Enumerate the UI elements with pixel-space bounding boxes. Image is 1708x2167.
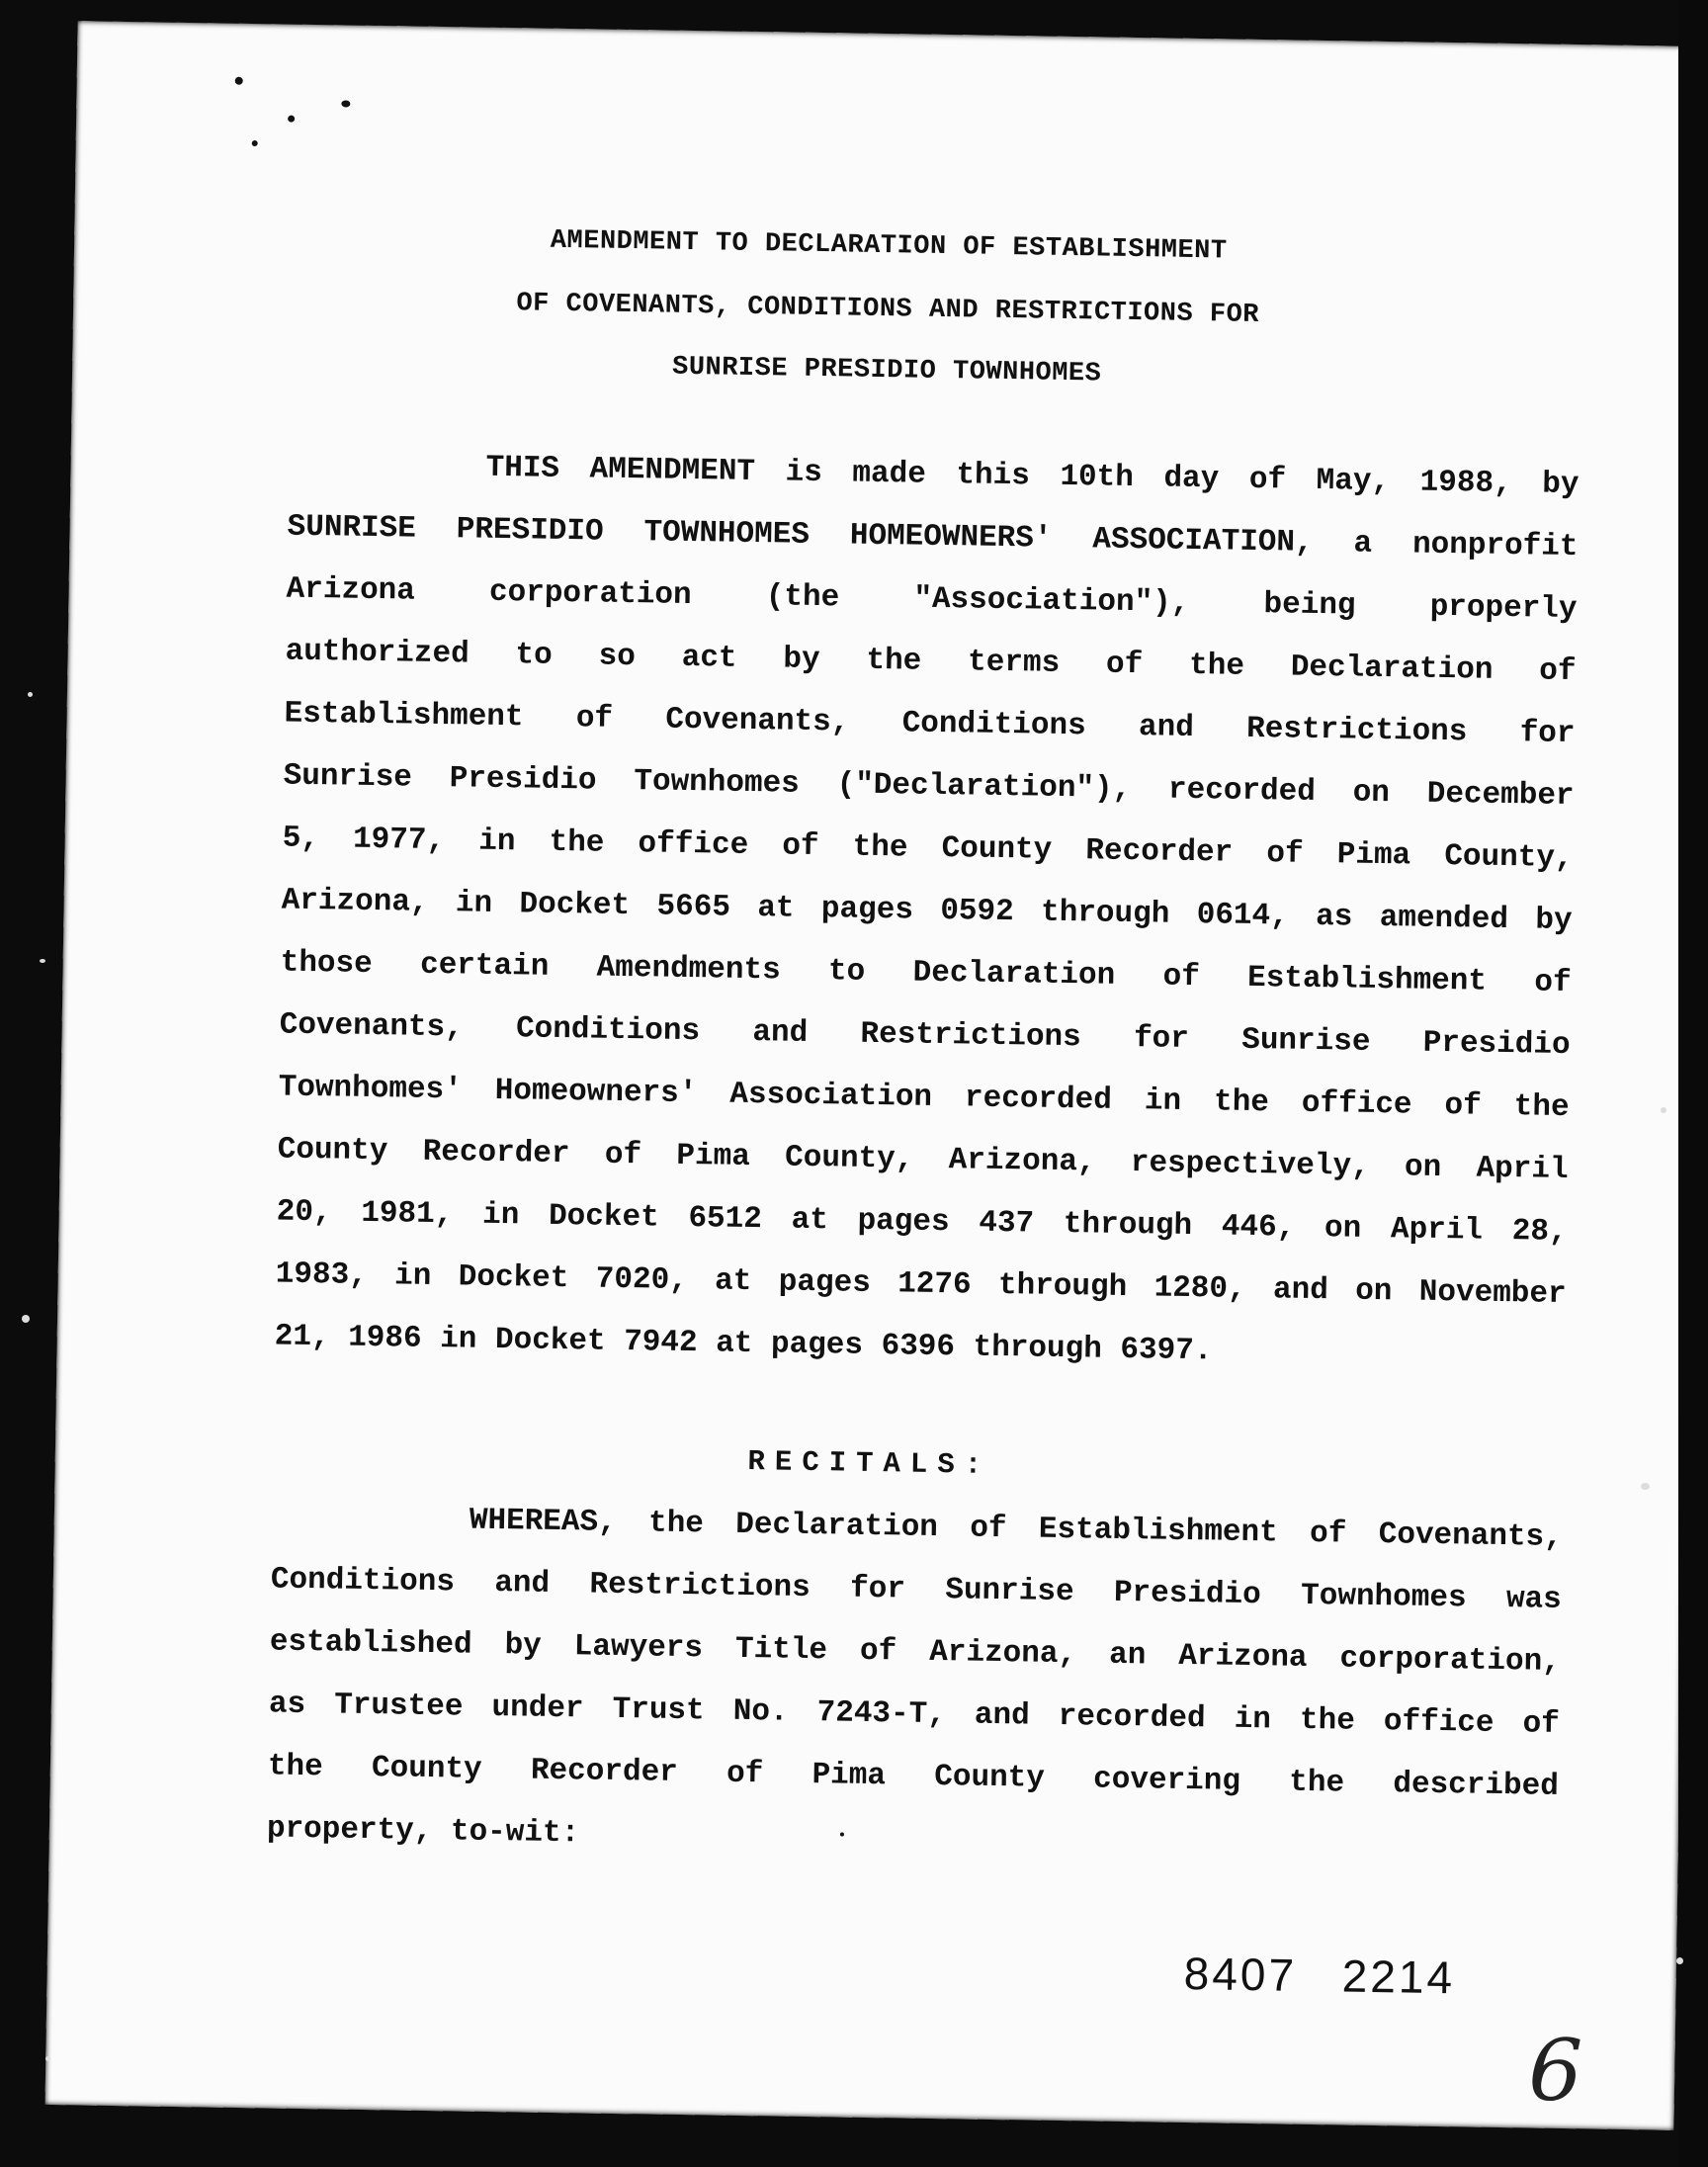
whereas-line-5: the County Recorder of Pima County covering the described: [267, 1749, 1560, 1804]
scan-speck: [840, 1833, 844, 1837]
intro-line-5: Establishment of Covenants, Conditions and Restrictions for: [284, 696, 1576, 752]
handwritten-page-mark: 6: [1527, 2021, 1583, 2122]
whereas-line-6: property, to-wit:: [266, 1811, 580, 1852]
intro-line-10: Covenants, Conditions and Restrictions for Sunrise Presidio: [279, 1007, 1571, 1064]
scan-dark-border: [1678, 0, 1708, 2167]
scan-speck: [288, 116, 295, 123]
scan-speck: [45, 2056, 50, 2061]
scan-speck: [235, 77, 243, 85]
scan-speck: [1641, 1483, 1650, 1490]
recitals-heading: RECITALS:: [747, 1445, 992, 1482]
document-title-line-1: AMENDMENT TO DECLARATION OF ESTABLISHMENT: [550, 225, 1228, 267]
intro-line-2: SUNRISE PRESIDIO TOWNHOMES HOMEOWNERS' ASSOCIATION, a nonprofit: [287, 509, 1579, 565]
scan-speck: [341, 100, 350, 107]
docket-number: 8407: [1183, 1948, 1298, 2001]
scan-speck: [252, 140, 258, 146]
whereas-line-2: Conditions and Restrictions for Sunrise Presidio Townhomes was: [270, 1562, 1563, 1617]
intro-line-11: Townhomes' Homeowners' Association recorded in the office of the: [278, 1070, 1570, 1126]
page-number: 2214: [1341, 1950, 1456, 2004]
scan-speck: [40, 959, 45, 963]
intro-line-8: Arizona, in Docket 5665 at pages 0592 through 0614, as amended by: [281, 883, 1573, 939]
whereas-line-3: established by Lawyers Title of Arizona, an Arizona corporation,: [269, 1624, 1562, 1680]
intro-line-12: County Recorder of Pima County, Arizona, respectively, on April: [277, 1132, 1569, 1188]
document-title-line-3: SUNRISE PRESIDIO TOWNHOMES: [671, 352, 1102, 390]
intro-line-1: THIS AMENDMENT is made this 10th day of May, 1988, by: [485, 450, 1580, 503]
intro-line-13: 20, 1981, in Docket 6512 at pages 437 through 446, on April 28,: [276, 1194, 1568, 1251]
paper-page: [45, 21, 1707, 2130]
whereas-line-1: WHEREAS, the Declaration of Establishment of Covenants,: [469, 1503, 1564, 1555]
intro-line-14: 1983, in Docket 7020, at pages 1276 through 1280, and on November: [275, 1257, 1567, 1312]
document-title-line-2: OF COVENANTS, CONDITIONS AND RESTRICTIONS FOR: [516, 289, 1260, 330]
whereas-line-4: as Trustee under Trust No. 7243-T, and recorded in the office of: [268, 1687, 1561, 1742]
scan-speck: [28, 692, 33, 697]
scan-speck: [1676, 1957, 1683, 1964]
intro-line-9: those certain Amendments to Declaration of Establishment of: [280, 945, 1572, 1001]
intro-line-4: authorized to so act by the terms of the Declaration of: [285, 634, 1577, 690]
intro-line-15: 21, 1986 in Docket 7942 at pages 6396 through 6397.: [274, 1319, 1213, 1369]
scan-speck: [22, 1315, 30, 1323]
intro-line-6: Sunrise Presidio Townhomes ("Declaration"), recorded on December: [283, 758, 1575, 815]
intro-line-3: Arizona corporation (the "Association"), being properly: [286, 571, 1578, 628]
scan-speck: [1661, 1107, 1666, 1113]
intro-line-7: 5, 1977, in the office of the County Recorder of Pima County,: [282, 821, 1574, 877]
